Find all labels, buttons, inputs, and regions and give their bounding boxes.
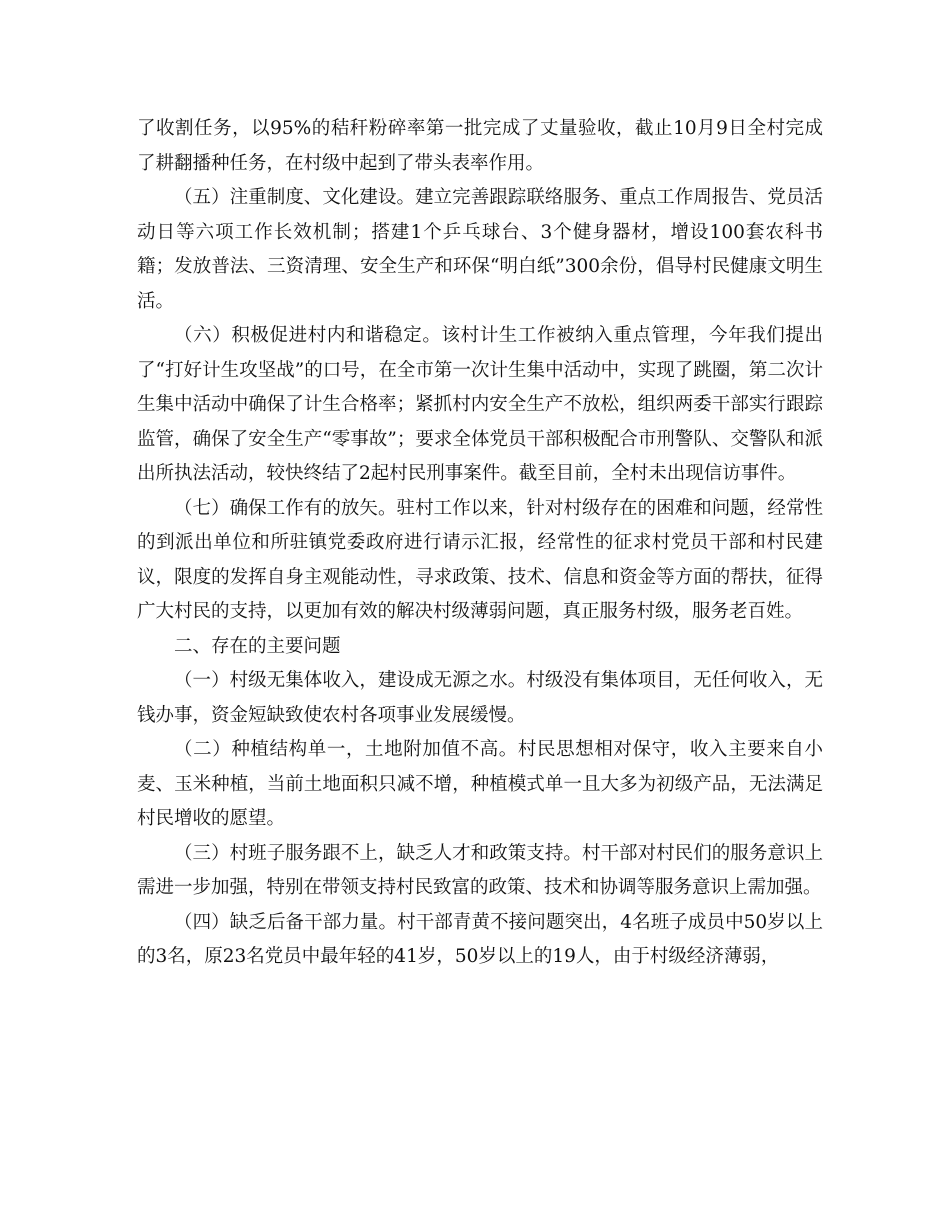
paragraph-targeted-work: （七）确保工作有的放矢。驻村工作以来，针对村级存在的困难和问题，经常性的到派出单位和所驻镇党委政府进行请示汇报，经常性的征求村党员干部和村民建议，限度的发挥自身主观能动性，寻求政策、技术、信息和资金等方面的帮扶，征得广大村民的支持，以更加有效的解决村级薄弱问题，真正服务村级，服务老百姓。 xyxy=(137,497,823,622)
paragraph-single-planting-structure: （二）种植结构单一，土地附加值不高。村民思想相对保守，收入主要来自小麦、玉米种植，当前土地面积只减不增，种植模式单一且大多为初级产品，无法满足村民增收的愿望。 xyxy=(137,739,823,829)
paragraph-harmony-stability: （六）积极促进村内和谐稳定。该村计生工作被纳入重点管理，今年我们提出了“打好计生攻坚战”的口号，在全市第一次计生集中活动中，实现了跳圈，第二次计生集中活动中确保了计生合格率；紧抓村内安全生产不放松，组织两委干部实行跟踪监管，确保了安全生产“零事故”；要求全体党员干部积极配合市刑警队、交警队和派出所执法活动，较快终结了2起村民刑事案件。截至目前，全村未出现信访事件。 xyxy=(137,325,823,484)
document-body xyxy=(137,112,823,975)
paragraph-culture-building: （五）注重制度、文化建设。建立完善跟踪联络服务、重点工作周报告、党员活动日等六项工作长效机制；搭建1个乒乓球台、3个健身器材，增设100套农科书籍；发放普法、三资清理、安全生产和环保“明白纸”300余份，倡导村民健康文明生活。 xyxy=(137,187,823,312)
paragraph-no-collective-income: （一）村级无集体收入，建设成无源之水。村级没有集体项目，无任何收入，无钱办事，资金短缺致使农村各项事业发展缓慢。 xyxy=(137,670,823,726)
paragraph-harvest-continuation: 了收割任务，以95%的秸秆粉碎率第一批完成了丈量验收，截止10月9日全村完成了耕翻播种任务，在村级中起到了带头表率作用。 xyxy=(137,118,823,174)
section-heading-main-problems: 二、存在的主要问题 xyxy=(174,635,341,657)
paragraph-service-lacking: （三）村班子服务跟不上，缺乏人才和政策支持。村干部对村民们的服务意识上需进一步加强，特别在带领支持村民致富的政策、技术和协调等服务意识上需加强。 xyxy=(137,842,823,898)
paragraph-reserve-cadres: （四）缺乏后备干部力量。村干部青黄不接问题突出，4名班子成员中50岁以上的3名，原23名党员中最年轻的41岁，50岁以上的19人，由于村级经济薄弱， xyxy=(137,911,823,967)
